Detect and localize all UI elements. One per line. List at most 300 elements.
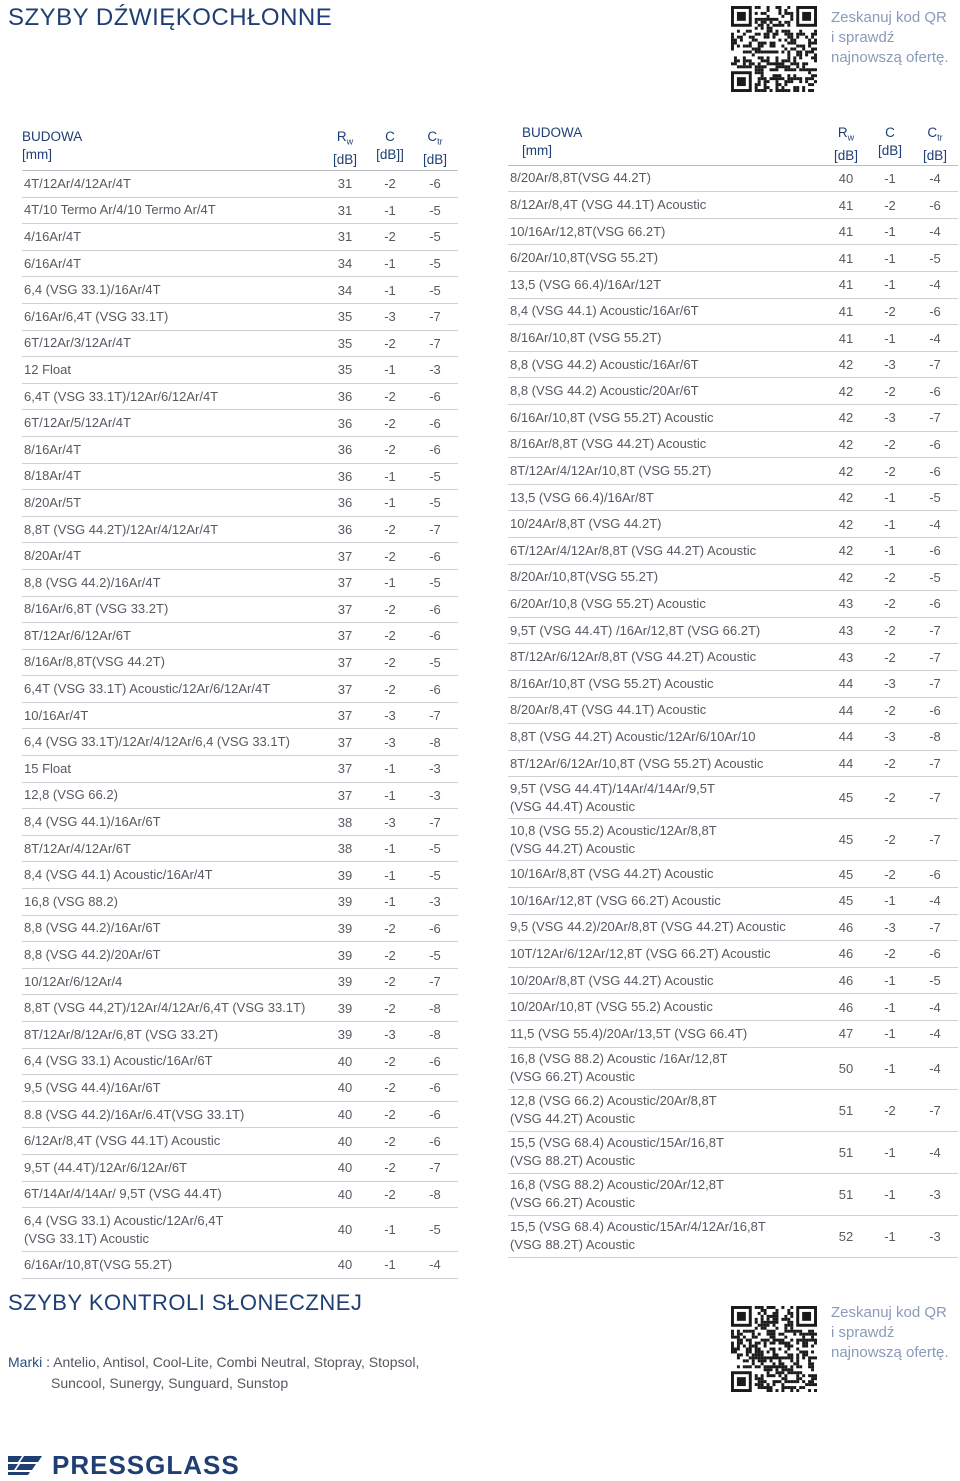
c-cell: -2 [368, 1048, 412, 1075]
table-row [22, 676, 458, 703]
build-cell: 8/16Ar/8,8T(VSG 44.2T) [22, 649, 322, 676]
table-row [22, 1208, 458, 1252]
ctr-cell: -5 [412, 490, 458, 517]
rw-cell: 31 [322, 197, 368, 224]
ctr-cell: -6 [912, 458, 958, 485]
build-cell: 8/20Ar/5T [22, 490, 322, 517]
build-cell: 13,5 (VSG 66.4)/16Ar/8T [508, 484, 824, 511]
c-cell: -2 [368, 623, 412, 650]
col-label: C [885, 125, 895, 140]
c-cell: -2 [868, 941, 912, 968]
rw-cell: 40 [322, 1128, 368, 1155]
rw-cell: 36 [322, 383, 368, 410]
rw-cell: 39 [322, 968, 368, 995]
ctr-cell: -7 [412, 303, 458, 330]
c-cell: -3 [368, 809, 412, 836]
c-cell: -1 [368, 463, 412, 490]
build-cell: 10/16Ar/12,8T (VSG 66.2T) Acoustic [508, 887, 824, 914]
build-cell: 9,5T (VSG 44.4T)/14Ar/4/14Ar/9,5T (VSG 44.4T) Acoustic [508, 777, 824, 819]
ctr-cell: -6 [412, 1128, 458, 1155]
build-cell: 8/18Ar/4T [22, 463, 322, 490]
c-cell: -3 [868, 351, 912, 378]
build-cell: 8,8T (VSG 44.2T) Acoustic/12Ar/6/10Ar/10 [508, 724, 824, 751]
build-cell: 8T/12Ar/6/12Ar/10,8T (VSG 55.2T) Acoustic [508, 750, 824, 777]
rw-cell: 44 [824, 697, 868, 724]
table-row [22, 995, 458, 1022]
c-cell: -2 [368, 995, 412, 1022]
table-row [508, 887, 958, 914]
table-row [22, 623, 458, 650]
table-row [22, 729, 458, 756]
rw-cell: 44 [824, 724, 868, 751]
table-row [508, 914, 958, 941]
table-row [22, 277, 458, 304]
build-cell: 10/20Ar/8,8T (VSG 44.2T) Acoustic [508, 967, 824, 994]
table-row [22, 410, 458, 437]
rw-cell: 37 [322, 543, 368, 570]
ctr-cell: -6 [412, 410, 458, 437]
rw-cell: 52 [824, 1215, 868, 1257]
table-row [22, 383, 458, 410]
rw-cell: 45 [824, 861, 868, 888]
table-row [508, 644, 958, 671]
c-cell: -1 [868, 272, 912, 299]
build-cell: 8,4 (VSG 44.1)/16Ar/6T [22, 809, 322, 836]
rw-cell: 37 [322, 756, 368, 783]
build-cell: 8T/12Ar/6/12Ar/8,8T (VSG 44.2T) Acoustic [508, 644, 824, 671]
c-cell: -2 [368, 171, 412, 198]
build-cell: 6T/12Ar/4/12Ar/8,8T (VSG 44.2T) Acoustic [508, 538, 824, 565]
c-cell: -2 [368, 436, 412, 463]
c-cell: -2 [368, 224, 412, 251]
ctr-cell: -5 [412, 224, 458, 251]
rw-cell: 40 [322, 1075, 368, 1102]
col-sub: w [346, 136, 354, 147]
c-cell: -1 [868, 887, 912, 914]
col-sub: tr [437, 136, 443, 147]
table-row [508, 192, 958, 219]
qr-code-top [731, 6, 817, 92]
table-row [22, 862, 458, 889]
c-cell: -2 [368, 649, 412, 676]
build-cell: 8/16Ar/10,8T (VSG 55.2T) Acoustic [508, 670, 824, 697]
rw-cell: 36 [322, 490, 368, 517]
rw-cell: 36 [322, 436, 368, 463]
ctr-cell: -7 [912, 617, 958, 644]
c-cell: -1 [368, 277, 412, 304]
build-cell: 13,5 (VSG 66.4)/16Ar/12T [508, 272, 824, 299]
ctr-cell: -6 [412, 623, 458, 650]
c-cell: -2 [868, 617, 912, 644]
ctr-cell: -3 [412, 889, 458, 916]
rw-cell: 39 [322, 915, 368, 942]
table-row [22, 436, 458, 463]
ctr-cell: -7 [412, 516, 458, 543]
c-cell: -2 [368, 330, 412, 357]
ctr-cell: -7 [912, 644, 958, 671]
build-cell: 9,5 (VSG 44.4)/16Ar/6T [22, 1075, 322, 1102]
rw-cell: 43 [824, 617, 868, 644]
build-cell: 4/16Ar/4T [22, 224, 322, 251]
ctr-cell: -4 [912, 1047, 958, 1089]
c-cell: -1 [868, 1020, 912, 1047]
build-cell: 8,4 (VSG 44.1) Acoustic/16Ar/6T [508, 298, 824, 325]
c-cell: -1 [868, 967, 912, 994]
col-label: R [837, 125, 848, 140]
qr-caption-bottom [831, 1303, 949, 1363]
build-cell: 8/20Ar/8,4T (VSG 44.1T) Acoustic [508, 697, 824, 724]
table-row [508, 777, 958, 819]
c-cell: -1 [368, 1208, 412, 1252]
rw-cell: 37 [322, 782, 368, 809]
c-cell: -2 [368, 968, 412, 995]
table-row [508, 750, 958, 777]
c-cell: -2 [368, 543, 412, 570]
ctr-cell: -6 [412, 171, 458, 198]
col-sub: w [847, 132, 855, 143]
page-title: SZYBY DŹWIĘKOCHŁONNE [8, 4, 333, 31]
c-cell: -1 [868, 511, 912, 538]
c-cell: -2 [368, 915, 412, 942]
ctr-cell: -7 [912, 405, 958, 432]
build-cell: 11,5 (VSG 55.4)/20Ar/13,5T (VSG 66.4T) [508, 1020, 824, 1047]
ctr-cell: -8 [412, 1022, 458, 1049]
build-cell: 8T/12Ar/4/12Ar/10,8T (VSG 55.2T) [508, 458, 824, 485]
build-cell: 8,4 (VSG 44.1) Acoustic/16Ar/4T [22, 862, 322, 889]
ctr-cell: -6 [912, 431, 958, 458]
c-cell: -2 [868, 644, 912, 671]
rw-cell: 37 [322, 676, 368, 703]
acoustic-table-left [22, 128, 458, 1279]
build-cell: 8,8T (VSG 44.2T)/12Ar/4/12Ar/4T [22, 516, 322, 543]
c-cell: -3 [368, 729, 412, 756]
build-cell: 8/16Ar/4T [22, 436, 322, 463]
qr-caption-top [831, 8, 949, 68]
table-row [22, 596, 458, 623]
rw-cell: 42 [824, 431, 868, 458]
table-row [508, 1215, 958, 1257]
c-cell: -1 [868, 538, 912, 565]
table-row [22, 1128, 458, 1155]
build-cell: 8/20Ar/8,8T(VSG 44.2T) [508, 165, 824, 192]
rw-cell: 39 [322, 1022, 368, 1049]
rw-cell: 43 [824, 591, 868, 618]
c-cell: -2 [868, 1089, 912, 1131]
rw-cell: 37 [322, 596, 368, 623]
rw-cell: 46 [824, 994, 868, 1021]
rw-cell: 37 [322, 623, 368, 650]
col-rw [824, 124, 868, 165]
rw-cell: 37 [322, 649, 368, 676]
col-ctr [412, 128, 458, 171]
rw-cell: 40 [322, 1101, 368, 1128]
table-row [22, 1252, 458, 1279]
qr-caption-line: Zeskanuj kod QR [831, 1304, 947, 1321]
ctr-cell: -4 [912, 272, 958, 299]
rw-cell: 34 [322, 277, 368, 304]
rw-cell: 47 [824, 1020, 868, 1047]
c-cell: -2 [368, 410, 412, 437]
table-row [22, 463, 458, 490]
table-row [22, 516, 458, 543]
rw-cell: 39 [322, 862, 368, 889]
table-row [508, 272, 958, 299]
ctr-cell: -4 [912, 1020, 958, 1047]
col-unit: [dB] [833, 147, 858, 163]
c-cell: -2 [368, 942, 412, 969]
build-cell: 8T/12Ar/6/12Ar/6T [22, 623, 322, 650]
build-cell: 15 Float [22, 756, 322, 783]
build-cell: 8,8 (VSG 44.2)/16Ar/6T [22, 915, 322, 942]
table-row [508, 165, 958, 192]
ctr-cell: -8 [412, 1181, 458, 1208]
ctr-cell: -3 [412, 357, 458, 384]
logo-text: PRESSGLASS [52, 1449, 240, 1480]
c-cell: -2 [868, 777, 912, 819]
c-cell: -3 [368, 303, 412, 330]
build-cell: 8T/12Ar/8/12Ar/6,8T (VSG 33.2T) [22, 1022, 322, 1049]
ctr-cell: -6 [912, 298, 958, 325]
ctr-cell: -5 [912, 564, 958, 591]
c-cell: -1 [368, 782, 412, 809]
rw-cell: 42 [824, 405, 868, 432]
c-cell: -1 [868, 484, 912, 511]
ctr-cell: -6 [412, 1075, 458, 1102]
table-row [22, 835, 458, 862]
build-cell: 6T/12Ar/5/12Ar/4T [22, 410, 322, 437]
build-cell: 4T/10 Termo Ar/4/10 Termo Ar/4T [22, 197, 322, 224]
build-cell: 6,4 (VSG 33.1T)/12Ar/4/12Ar/6,4 (VSG 33.1T) [22, 729, 322, 756]
ctr-cell: -4 [912, 325, 958, 352]
rw-cell: 40 [322, 1208, 368, 1252]
build-cell: 8,8 (VSG 44.2)/20Ar/6T [22, 942, 322, 969]
c-cell: -2 [868, 861, 912, 888]
rw-cell: 46 [824, 914, 868, 941]
qr-caption-line: najnowszą ofertę. [831, 1344, 949, 1361]
build-cell: 10T/12Ar/6/12Ar/12,8T (VSG 66.2T) Acoustic [508, 941, 824, 968]
rw-cell: 51 [824, 1089, 868, 1131]
rw-cell: 46 [824, 967, 868, 994]
ctr-cell: -6 [912, 941, 958, 968]
ctr-cell: -5 [412, 277, 458, 304]
table-row [22, 330, 458, 357]
build-cell: 10/24Ar/8,8T (VSG 44.2T) [508, 511, 824, 538]
ctr-cell: -6 [412, 1101, 458, 1128]
ctr-cell: -6 [912, 697, 958, 724]
table-row [22, 1181, 458, 1208]
c-cell: -2 [368, 1101, 412, 1128]
table-row [508, 941, 958, 968]
ctr-cell: -5 [912, 245, 958, 272]
table-row [508, 298, 958, 325]
rw-cell: 44 [824, 670, 868, 697]
rw-cell: 42 [824, 351, 868, 378]
col-ctr [912, 124, 958, 165]
ctr-cell: -5 [912, 484, 958, 511]
table-row [22, 942, 458, 969]
build-cell: 8.8 (VSG 44.2)/16Ar/6.4T(VSG 33.1T) [22, 1101, 322, 1128]
c-cell: -2 [868, 750, 912, 777]
c-cell: -2 [868, 192, 912, 219]
build-cell: 8/12Ar/8,4T (VSG 44.1T) Acoustic [508, 192, 824, 219]
qr-caption-line: i sprawdź [831, 29, 895, 46]
ctr-cell: -5 [412, 649, 458, 676]
build-cell: 6,4T (VSG 33.1T) Acoustic/12Ar/6/12Ar/4T [22, 676, 322, 703]
build-cell: 6T/12Ar/3/12Ar/4T [22, 330, 322, 357]
build-cell: 6/20Ar/10,8T(VSG 55.2T) [508, 245, 824, 272]
c-cell: -3 [868, 724, 912, 751]
ctr-cell: -5 [412, 250, 458, 277]
table-header [508, 124, 958, 165]
table-row [508, 325, 958, 352]
table-row [22, 889, 458, 916]
table-row [22, 756, 458, 783]
ctr-cell: -4 [912, 165, 958, 192]
col-unit: [dB] [877, 143, 902, 158]
ctr-cell: -5 [412, 197, 458, 224]
build-cell: 16,8 (VSG 88.2) [22, 889, 322, 916]
rw-cell: 46 [824, 941, 868, 968]
ctr-cell: -6 [412, 596, 458, 623]
build-cell: 12,8 (VSG 66.2) [22, 782, 322, 809]
build-cell: 10/16Ar/12,8T(VSG 66.2T) [508, 218, 824, 245]
table-row [508, 861, 958, 888]
rw-cell: 41 [824, 272, 868, 299]
col-label: C [927, 125, 938, 140]
ctr-cell: -3 [412, 782, 458, 809]
rw-cell: 43 [824, 644, 868, 671]
ctr-cell: -7 [412, 968, 458, 995]
col-build [508, 124, 824, 165]
rw-cell: 41 [824, 245, 868, 272]
rw-cell: 35 [322, 330, 368, 357]
c-cell: -3 [368, 702, 412, 729]
col-label: BUDOWA [522, 125, 583, 140]
table-row [22, 968, 458, 995]
table-row [508, 218, 958, 245]
ctr-cell: -6 [412, 383, 458, 410]
rw-cell: 39 [322, 942, 368, 969]
build-cell: 16,8 (VSG 88.2) Acoustic /16Ar/12,8T (VSG 66.2T) Acoustic [508, 1047, 824, 1089]
ctr-cell: -5 [912, 967, 958, 994]
rw-cell: 36 [322, 463, 368, 490]
ctr-cell: -5 [412, 569, 458, 596]
table-row [22, 702, 458, 729]
c-cell: -2 [868, 819, 912, 861]
table-row [22, 915, 458, 942]
c-cell: -2 [368, 596, 412, 623]
build-cell: 6/12Ar/8,4T (VSG 44.1T) Acoustic [22, 1128, 322, 1155]
col-label: C [385, 129, 395, 144]
c-cell: -1 [868, 325, 912, 352]
col-c [868, 124, 912, 165]
qr-caption-line: Zeskanuj kod QR [831, 9, 947, 26]
table-row [22, 1022, 458, 1049]
ctr-cell: -7 [912, 351, 958, 378]
ctr-cell: -7 [912, 914, 958, 941]
ctr-cell: -5 [412, 1208, 458, 1252]
ctr-cell: -6 [412, 676, 458, 703]
table-row [508, 724, 958, 751]
qr-caption-line: najnowszą ofertę. [831, 49, 949, 66]
ctr-cell: -8 [412, 995, 458, 1022]
rw-cell: 51 [824, 1131, 868, 1173]
rw-cell: 35 [322, 357, 368, 384]
table-row [508, 405, 958, 432]
ctr-cell: -6 [412, 543, 458, 570]
rw-cell: 37 [322, 729, 368, 756]
brands-line: Antelio, Antisol, Cool-Lite, Combi Neutral, Stopray, Stopsol, [50, 1354, 420, 1370]
table-row [508, 591, 958, 618]
col-unit: [dB] [922, 147, 947, 163]
table-row [22, 171, 458, 198]
table-row [508, 1020, 958, 1047]
c-cell: -2 [368, 1128, 412, 1155]
table-row [508, 1047, 958, 1089]
build-cell: 16,8 (VSG 88.2) Acoustic/20Ar/12,8T (VSG 66.2T) Acoustic [508, 1173, 824, 1215]
ctr-cell: -3 [912, 1173, 958, 1215]
build-cell: 6/16Ar/4T [22, 250, 322, 277]
c-cell: -2 [868, 458, 912, 485]
rw-cell: 37 [322, 702, 368, 729]
acoustic-table-right [508, 124, 958, 1258]
ctr-cell: -5 [412, 835, 458, 862]
c-cell: -1 [868, 1047, 912, 1089]
build-cell: 4T/12Ar/4/12Ar/4T [22, 171, 322, 198]
rw-cell: 42 [824, 484, 868, 511]
table-body [508, 165, 958, 1257]
ctr-cell: -7 [912, 777, 958, 819]
ctr-cell: -7 [912, 670, 958, 697]
rw-cell: 41 [824, 298, 868, 325]
section-title-solar: SZYBY KONTROLI SŁONECZNEJ [8, 1290, 363, 1315]
c-cell: -2 [868, 564, 912, 591]
ctr-cell: -7 [412, 1154, 458, 1181]
c-cell: -2 [368, 676, 412, 703]
build-cell: 8/16Ar/6,8T (VSG 33.2T) [22, 596, 322, 623]
col-unit: [dB] [422, 151, 447, 167]
build-cell: 8,8T (VSG 44,2T)/12Ar/4/12Ar/6,4T (VSG 33.1T) [22, 995, 322, 1022]
rw-cell: 42 [824, 458, 868, 485]
c-cell: -2 [368, 516, 412, 543]
rw-cell: 36 [322, 516, 368, 543]
table-row [22, 649, 458, 676]
c-cell: -2 [368, 1154, 412, 1181]
build-cell: 15,5 (VSG 68.4) Acoustic/15Ar/16,8T (VSG 88.2T) Acoustic [508, 1131, 824, 1173]
c-cell: -2 [368, 1181, 412, 1208]
ctr-cell: -7 [912, 1089, 958, 1131]
rw-cell: 51 [824, 1173, 868, 1215]
col-label: C [427, 129, 438, 144]
ctr-cell: -6 [412, 1048, 458, 1075]
ctr-cell: -8 [412, 729, 458, 756]
rw-cell: 44 [824, 750, 868, 777]
c-cell: -3 [368, 1022, 412, 1049]
c-cell: -2 [868, 697, 912, 724]
c-cell: -1 [868, 994, 912, 1021]
rw-cell: 40 [322, 1252, 368, 1279]
build-cell: 6,4 (VSG 33.1)/16Ar/4T [22, 277, 322, 304]
rw-cell: 42 [824, 378, 868, 405]
build-cell: 6,4 (VSG 33.1) Acoustic/16Ar/6T [22, 1048, 322, 1075]
table-row [22, 782, 458, 809]
rw-cell: 38 [322, 835, 368, 862]
rw-cell: 41 [824, 325, 868, 352]
build-cell: 6/16Ar/10,8T(VSG 55.2T) [22, 1252, 322, 1279]
build-cell: 6/20Ar/10,8 (VSG 55.2T) Acoustic [508, 591, 824, 618]
build-cell: 8,8 (VSG 44.2) Acoustic/20Ar/6T [508, 378, 824, 405]
table-row [508, 564, 958, 591]
